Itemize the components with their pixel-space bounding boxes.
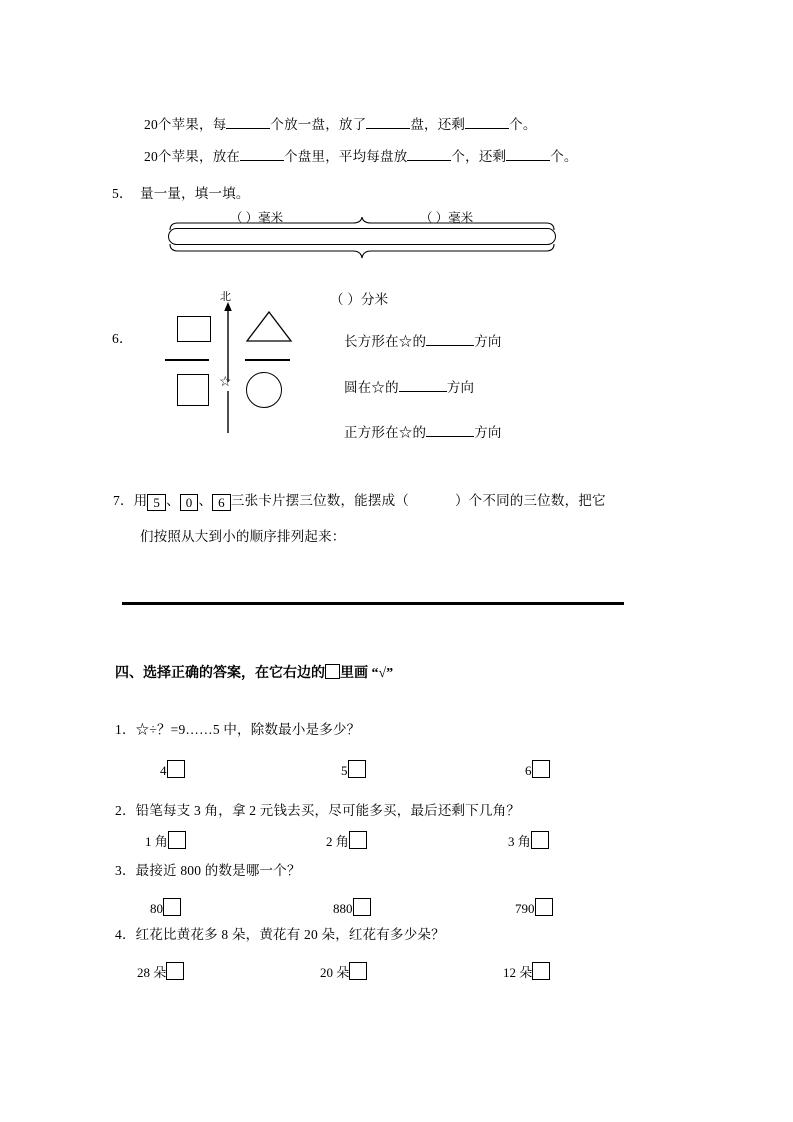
q4-line2-part-0: 20个苹果，放在 xyxy=(144,149,241,164)
mc-q2-text xyxy=(115,804,520,818)
mc-q4-text xyxy=(115,928,445,942)
q7-card-1[interactable]: 0 xyxy=(180,494,199,511)
q4-line-2 xyxy=(144,150,578,164)
section-divider xyxy=(122,602,624,605)
q7-number: 7． xyxy=(113,493,134,508)
q5-text: 量一量，填一填。 xyxy=(140,186,250,201)
q6-direction-diagram xyxy=(165,288,310,438)
mc-q2-body: 铅笔每支 3 角，拿 2 元钱去买，尽可能多买，最后还剩下几角？ xyxy=(135,803,521,818)
q6-divider-left xyxy=(165,359,209,361)
q5-lower-label: （ ）分米 xyxy=(330,292,389,307)
q6-north-label: 北 xyxy=(220,291,231,303)
mc-q1-option-1[interactable] xyxy=(341,760,366,779)
mc-q2-option-0[interactable] xyxy=(145,831,186,850)
q7-middle: 三张卡片摆三位数，能摆成（ xyxy=(230,493,409,508)
q6-statement-3-suffix: 方向 xyxy=(474,425,502,440)
mc-q4-option-0-checkbox[interactable] xyxy=(166,962,184,980)
q5-upper-left-label: （ ）毫米 xyxy=(230,211,284,225)
q5-ruler-diagram xyxy=(168,208,568,270)
q4-line1-blank-2[interactable] xyxy=(366,128,410,129)
q6-statement-2-blank[interactable] xyxy=(399,391,447,392)
q6-statement-1-suffix: 方向 xyxy=(474,334,502,349)
q6-number: 6． xyxy=(112,331,133,346)
q4-line1-part-3: 个。 xyxy=(509,117,537,132)
mc-q4-option-0[interactable] xyxy=(137,962,184,981)
mc-q4-option-2-label: 12 朵 xyxy=(503,965,533,980)
mc-q4-option-0-label: 28 朵 xyxy=(137,965,167,980)
mc-q3-option-1-label: 880 xyxy=(333,901,353,916)
mc-q3-option-2-label: 790 xyxy=(515,901,535,916)
mc-q4-option-1[interactable] xyxy=(320,962,367,981)
mc-q2-option-0-label: 1 角 xyxy=(145,834,168,849)
q5-lower-brace-icon xyxy=(168,243,568,259)
q7-sep-2: 、 xyxy=(198,493,213,508)
q6-shape-rectangle xyxy=(177,316,211,342)
mc-q2-option-2-label: 3 角 xyxy=(508,834,531,849)
mc-q4-options xyxy=(115,962,715,984)
q7-lead: 用 xyxy=(133,493,148,508)
mc-q1-option-2[interactable] xyxy=(525,760,550,779)
q7-card-2[interactable]: 6 xyxy=(212,494,231,511)
q4-line2-part-1: 个盘里，平均每盘放 xyxy=(284,149,408,164)
q6-star-icon: ☆ xyxy=(219,375,232,390)
q7-card-0[interactable]: 5 xyxy=(147,494,166,511)
mc-q4-option-1-label: 20 朵 xyxy=(320,965,350,980)
mc-q3-option-2-checkbox[interactable] xyxy=(535,898,553,916)
mc-q1-option-2-label: 6 xyxy=(525,763,532,778)
mc-q4-body: 红花比黄花多 8 朵，黄花有 20 朵，红花有多少朵？ xyxy=(135,927,445,942)
mc-q2-option-1-label: 2 角 xyxy=(326,834,349,849)
mc-q4-number: 4． xyxy=(115,927,136,942)
q6-statement-2-prefix: 圆在☆的 xyxy=(344,380,399,395)
q6-statement-3 xyxy=(344,426,502,440)
mc-q3-option-2[interactable] xyxy=(515,898,553,917)
q6-statement-3-blank[interactable] xyxy=(426,436,474,437)
q4-line1-blank-1[interactable] xyxy=(226,128,270,129)
mc-q3-option-0-label: 80 xyxy=(150,901,163,916)
q7-line-1 xyxy=(113,494,606,511)
section-four-heading xyxy=(115,662,393,682)
mc-q2-option-1[interactable] xyxy=(326,831,367,850)
mc-q4-option-1-checkbox[interactable] xyxy=(349,962,367,980)
q4-line1-part-0: 20个苹果，每 xyxy=(144,117,227,132)
q6-statement-1-prefix: 长方形在☆的 xyxy=(344,334,427,349)
q4-line2-part-3: 个。 xyxy=(550,149,578,164)
q5-upper-right-label: （ ）毫米 xyxy=(420,211,474,225)
q7-after-paren: ）个不同的三位数，把它 xyxy=(454,493,606,508)
south-axis-icon xyxy=(217,391,239,435)
mc-q3-body: 最接近 800 的数是哪一个？ xyxy=(135,863,301,878)
mc-q1-option-2-checkbox[interactable] xyxy=(532,760,550,778)
mc-q1-option-0-label: 4 xyxy=(160,763,167,778)
mc-q3-option-1-checkbox[interactable] xyxy=(353,898,371,916)
mc-q4-option-2[interactable] xyxy=(503,962,550,981)
mc-q2-options xyxy=(115,831,715,853)
mc-q3-option-1[interactable] xyxy=(333,898,371,917)
q7-line-2: 们按照从大到小的顺序排列起来： xyxy=(140,529,346,544)
q6-shape-triangle-icon xyxy=(245,310,293,344)
mc-q4-option-2-checkbox[interactable] xyxy=(532,962,550,980)
mc-q2-option-1-checkbox[interactable] xyxy=(349,831,367,849)
q4-line2-blank-3[interactable] xyxy=(506,160,550,161)
q6-statement-2-suffix: 方向 xyxy=(446,380,475,395)
q7-sep-1: 、 xyxy=(166,493,180,508)
q4-line1-part-2: 盘，还剩 xyxy=(410,117,466,132)
north-arrow-icon xyxy=(217,302,239,384)
mc-q3-options xyxy=(115,898,715,920)
mc-q3-text xyxy=(115,864,301,878)
mc-q3-option-0[interactable] xyxy=(150,898,181,917)
q6-statement-2 xyxy=(344,381,474,395)
mc-q3-number: 3． xyxy=(115,863,136,878)
mc-q1-option-0-checkbox[interactable] xyxy=(167,760,185,778)
mc-q1-option-1-checkbox[interactable] xyxy=(348,760,366,778)
mc-q2-option-0-checkbox[interactable] xyxy=(168,831,186,849)
mc-q1-option-0[interactable] xyxy=(160,760,185,779)
q6-shape-circle xyxy=(246,372,282,408)
mc-q3-option-0-checkbox[interactable] xyxy=(163,898,181,916)
q6-statement-1-blank[interactable] xyxy=(426,345,474,346)
q4-line-1 xyxy=(144,118,537,132)
mc-q1-text xyxy=(115,723,360,737)
mc-q1-options xyxy=(115,760,715,782)
section-four-heading-before: 四、选择正确的答案，在它右边的 xyxy=(115,666,325,681)
q6-shape-square xyxy=(177,374,209,406)
q4-line1-part-1: 个放一盘，放了 xyxy=(270,117,367,132)
q6-statement-3-prefix: 正方形在☆的 xyxy=(344,425,427,440)
section-four-heading-after: 里画 “√” xyxy=(340,666,394,681)
mc-q2-option-2[interactable] xyxy=(508,831,549,850)
q6-statement-1 xyxy=(344,335,502,349)
q4-line2-blank-1[interactable] xyxy=(240,160,284,161)
section-four-heading-box-icon xyxy=(325,664,340,679)
q4-line2-part-2: 个，还剩 xyxy=(451,149,507,164)
mc-q2-option-2-checkbox[interactable] xyxy=(531,831,549,849)
q4-line2-blank-2[interactable] xyxy=(407,160,451,161)
q5-number: 5． xyxy=(112,186,133,201)
q4-line1-blank-3[interactable] xyxy=(465,128,509,129)
q6-divider-right xyxy=(245,359,290,361)
mc-q1-option-1-label: 5 xyxy=(341,763,348,778)
mc-q1-number: 1． xyxy=(115,722,136,737)
mc-q1-body: ☆÷？=9……5 中，除数最小是多少？ xyxy=(135,722,361,737)
mc-q2-number: 2． xyxy=(115,803,136,818)
